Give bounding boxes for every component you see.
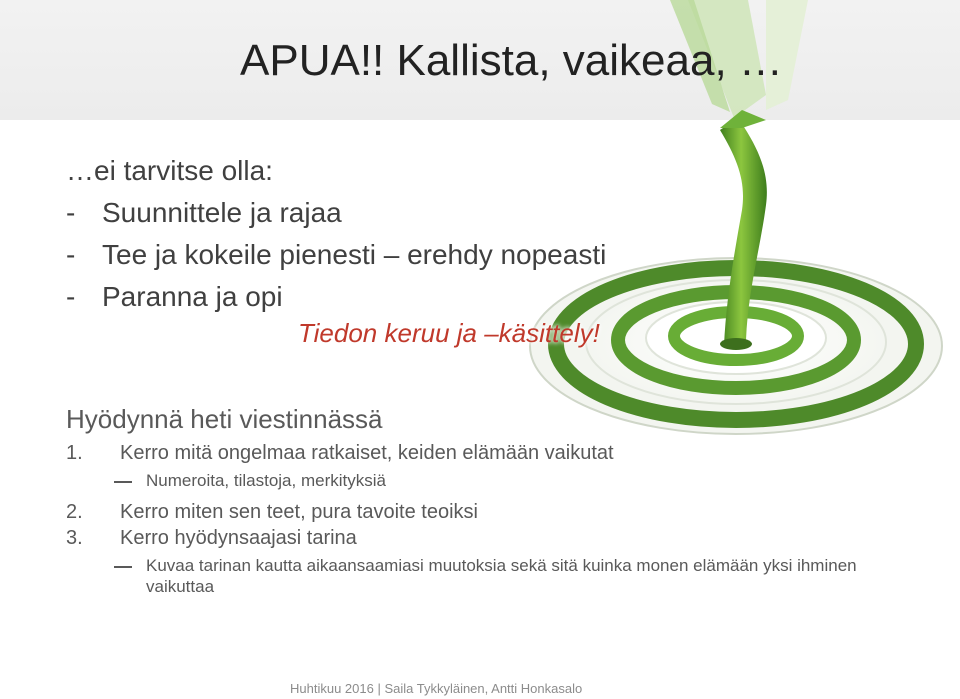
step-item bbox=[66, 525, 926, 551]
intro-lead: …ei tarvitse olla: bbox=[66, 155, 273, 186]
dash: - bbox=[66, 197, 76, 228]
step-subitem bbox=[66, 555, 926, 597]
step-number: 2. bbox=[66, 501, 83, 523]
step-number: 1. bbox=[66, 442, 83, 464]
subitem-text: Kuvaa tarinan kautta aikaansaamiasi muutoksia sekä sitä kuinka monen elämään yksi ihminen vaikuttaa bbox=[146, 556, 857, 596]
intro-item-text: Paranna ja opi bbox=[102, 281, 283, 312]
step-text: Kerro hyödynsaajasi tarina bbox=[120, 527, 357, 549]
step-subitem bbox=[66, 470, 926, 491]
intro-item bbox=[66, 234, 606, 276]
dash-mark bbox=[114, 566, 132, 568]
dash: - bbox=[66, 281, 76, 312]
steps-list bbox=[66, 440, 926, 605]
highlight-text: Tiedon keruu ja –käsittely! bbox=[298, 318, 600, 348]
step-item bbox=[66, 440, 926, 466]
subitem-text: Numeroita, tilastoja, merkityksiä bbox=[146, 471, 386, 490]
intro-item bbox=[66, 276, 606, 318]
step-text: Kerro mitä ongelmaa ratkaiset, keiden elämään vaikutat bbox=[120, 442, 614, 464]
intro-item-text: Tee ja kokeile pienesti – erehdy nopeasti bbox=[102, 239, 607, 270]
step-item bbox=[66, 499, 926, 525]
intro-item bbox=[66, 192, 606, 234]
footer: Huhtikuu 2016 | Saila Tykkyläinen, Antti Honkasalo bbox=[290, 681, 583, 696]
slide-title: APUA!! Kallista, vaikeaa, … bbox=[240, 36, 783, 85]
section-title: Hyödynnä heti viestinnässä bbox=[66, 404, 383, 434]
step-text: Kerro miten sen teet, pura tavoite teoiksi bbox=[120, 501, 478, 523]
dash-mark bbox=[114, 481, 132, 483]
intro-item-text: Suunnittele ja rajaa bbox=[102, 197, 342, 228]
dash: - bbox=[66, 239, 76, 270]
step-number: 3. bbox=[66, 527, 83, 549]
intro-block bbox=[66, 150, 606, 318]
